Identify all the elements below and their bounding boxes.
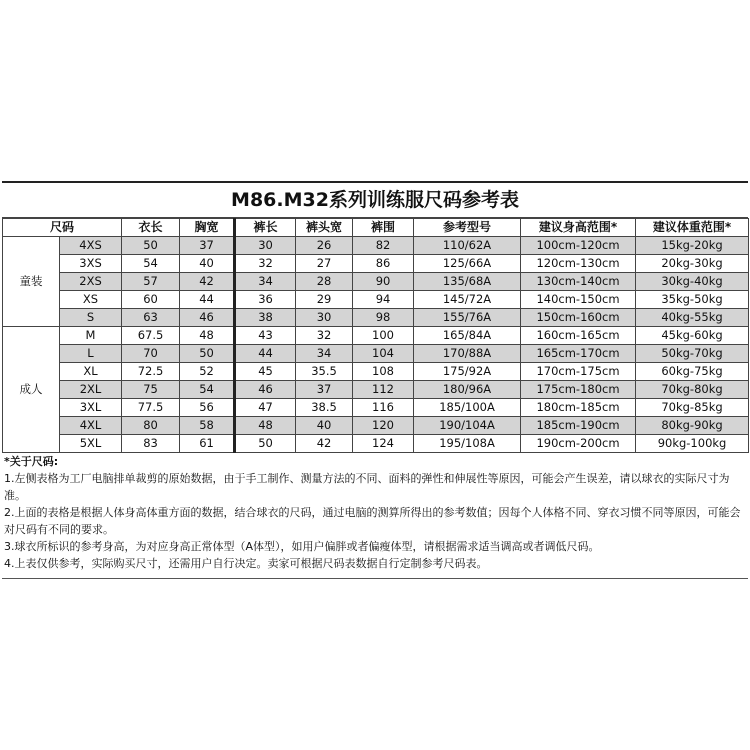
- cell-size: 2XL: [60, 381, 122, 399]
- table-row: [3, 327, 749, 345]
- cell-height: 170cm-175cm: [521, 363, 636, 381]
- cell-size: 3XL: [60, 399, 122, 417]
- cell-hip: 82: [353, 237, 414, 255]
- table-row: [3, 273, 749, 291]
- col-header: 建议身高范围*: [521, 219, 636, 237]
- cell-size: 4XL: [60, 417, 122, 435]
- cell-waist: 40: [296, 417, 353, 435]
- cell-height: 190cm-200cm: [521, 435, 636, 453]
- cell-chest: 37: [180, 237, 235, 255]
- cell-weight: 30kg-40kg: [636, 273, 749, 291]
- cell-weight: 80kg-90kg: [636, 417, 749, 435]
- table-row: [3, 381, 749, 399]
- col-header: 参考型号: [414, 219, 521, 237]
- cell-waist: 34: [296, 345, 353, 363]
- cell-hip: 108: [353, 363, 414, 381]
- cell-model: 170/88A: [414, 345, 521, 363]
- table-row: [3, 345, 749, 363]
- cell-pants-len: 32: [235, 255, 296, 273]
- cell-pants-len: 46: [235, 381, 296, 399]
- cell-height: 120cm-130cm: [521, 255, 636, 273]
- cell-size: XL: [60, 363, 122, 381]
- cell-size: 2XS: [60, 273, 122, 291]
- cell-pants-len: 45: [235, 363, 296, 381]
- cell-weight: 35kg-50kg: [636, 291, 749, 309]
- cell-chest: 48: [180, 327, 235, 345]
- cell-chest: 44: [180, 291, 235, 309]
- cell-size: M: [60, 327, 122, 345]
- table-row: [3, 399, 749, 417]
- table-row: [3, 363, 749, 381]
- cell-waist: 30: [296, 309, 353, 327]
- cell-hip: 94: [353, 291, 414, 309]
- col-header: 裤围: [353, 219, 414, 237]
- note-item: 3.球衣所标识的参考身高，为对应身高正常体型（A体型），如用户偏胖或者偏瘦体型，请根据需求适当调高或者调低尺码。: [4, 540, 600, 553]
- cell-pants-len: 43: [235, 327, 296, 345]
- cell-hip: 104: [353, 345, 414, 363]
- table-row: [3, 255, 749, 273]
- cell-size: 4XS: [60, 237, 122, 255]
- cell-hip: 90: [353, 273, 414, 291]
- table-row: [3, 291, 749, 309]
- cell-pants-len: 38: [235, 309, 296, 327]
- cell-weight: 20kg-30kg: [636, 255, 749, 273]
- cell-chest: 61: [180, 435, 235, 453]
- group-label: 童装: [3, 237, 60, 327]
- cell-pants-len: 36: [235, 291, 296, 309]
- table-row: [3, 417, 749, 435]
- cell-chest: 42: [180, 273, 235, 291]
- cell-pants-len: 44: [235, 345, 296, 363]
- cell-length: 75: [122, 381, 180, 399]
- cell-pants-len: 34: [235, 273, 296, 291]
- cell-height: 150cm-160cm: [521, 309, 636, 327]
- cell-pants-len: 48: [235, 417, 296, 435]
- cell-length: 50: [122, 237, 180, 255]
- cell-chest: 54: [180, 381, 235, 399]
- cell-waist: 28: [296, 273, 353, 291]
- size-notes: [2, 453, 748, 578]
- cell-hip: 120: [353, 417, 414, 435]
- table-header-row: [3, 219, 749, 237]
- note-item: 1.左侧表格为工厂电脑排单裁剪的原始数据，由于手工制作、测量方法的不同、面料的弹性和伸展性等原因，可能会产生误差，请以球衣的实际尺寸为准。: [4, 472, 730, 502]
- col-header: 衣长: [122, 219, 180, 237]
- cell-height: 165cm-170cm: [521, 345, 636, 363]
- cell-hip: 100: [353, 327, 414, 345]
- cell-height: 175cm-180cm: [521, 381, 636, 399]
- cell-model: 175/92A: [414, 363, 521, 381]
- cell-weight: 70kg-85kg: [636, 399, 749, 417]
- cell-length: 67.5: [122, 327, 180, 345]
- cell-size: 3XS: [60, 255, 122, 273]
- size-chart-sheet: [2, 181, 748, 579]
- note-item: 4.上表仅供参考，实际购买尺寸，还需用户自行决定。卖家可根据尺码表数据自行定制参考尺码表。: [4, 557, 488, 570]
- cell-weight: 45kg-60kg: [636, 327, 749, 345]
- cell-model: 135/68A: [414, 273, 521, 291]
- cell-height: 100cm-120cm: [521, 237, 636, 255]
- col-header: 裤长: [235, 219, 296, 237]
- cell-model: 125/66A: [414, 255, 521, 273]
- cell-weight: 50kg-70kg: [636, 345, 749, 363]
- cell-model: 155/76A: [414, 309, 521, 327]
- cell-height: 130cm-140cm: [521, 273, 636, 291]
- cell-length: 77.5: [122, 399, 180, 417]
- table-row: [3, 435, 749, 453]
- cell-model: 165/84A: [414, 327, 521, 345]
- col-header: 胸宽: [180, 219, 235, 237]
- cell-waist: 32: [296, 327, 353, 345]
- cell-pants-len: 30: [235, 237, 296, 255]
- table-row: [3, 237, 749, 255]
- notes-heading: *关于尺码:: [4, 455, 59, 468]
- col-header: 建议体重范围*: [636, 219, 749, 237]
- cell-pants-len: 50: [235, 435, 296, 453]
- cell-hip: 116: [353, 399, 414, 417]
- cell-chest: 40: [180, 255, 235, 273]
- cell-model: 190/104A: [414, 417, 521, 435]
- cell-waist: 29: [296, 291, 353, 309]
- cell-size: L: [60, 345, 122, 363]
- group-label: 成人: [3, 327, 60, 453]
- chart-title: M86.M32系列训练服尺码参考表: [2, 183, 748, 218]
- cell-length: 63: [122, 309, 180, 327]
- cell-hip: 112: [353, 381, 414, 399]
- cell-length: 80: [122, 417, 180, 435]
- cell-model: 110/62A: [414, 237, 521, 255]
- cell-chest: 46: [180, 309, 235, 327]
- cell-chest: 52: [180, 363, 235, 381]
- cell-waist: 42: [296, 435, 353, 453]
- cell-height: 140cm-150cm: [521, 291, 636, 309]
- cell-model: 180/96A: [414, 381, 521, 399]
- cell-chest: 50: [180, 345, 235, 363]
- cell-waist: 38.5: [296, 399, 353, 417]
- cell-height: 180cm-185cm: [521, 399, 636, 417]
- cell-waist: 35.5: [296, 363, 353, 381]
- cell-chest: 58: [180, 417, 235, 435]
- cell-size: 5XL: [60, 435, 122, 453]
- size-table: [2, 218, 749, 453]
- cell-waist: 26: [296, 237, 353, 255]
- cell-pants-len: 47: [235, 399, 296, 417]
- cell-length: 60: [122, 291, 180, 309]
- cell-size: XS: [60, 291, 122, 309]
- cell-waist: 27: [296, 255, 353, 273]
- cell-hip: 124: [353, 435, 414, 453]
- col-header: 尺码: [3, 219, 122, 237]
- cell-height: 185cm-190cm: [521, 417, 636, 435]
- table-row: [3, 309, 749, 327]
- cell-model: 145/72A: [414, 291, 521, 309]
- cell-weight: 15kg-20kg: [636, 237, 749, 255]
- cell-height: 160cm-165cm: [521, 327, 636, 345]
- cell-hip: 86: [353, 255, 414, 273]
- col-header: 裤头宽: [296, 219, 353, 237]
- note-item: 2.上面的表格是根据人体身高体重方面的数据，结合球衣的尺码，通过电脑的测算所得出的参考数值；因每个人体格不同、穿衣习惯不同等原因，可能会对尺码有不同的要求。: [4, 506, 741, 536]
- table-body: [3, 237, 749, 453]
- cell-length: 57: [122, 273, 180, 291]
- cell-weight: 90kg-100kg: [636, 435, 749, 453]
- cell-size: S: [60, 309, 122, 327]
- cell-waist: 37: [296, 381, 353, 399]
- cell-hip: 98: [353, 309, 414, 327]
- cell-length: 72.5: [122, 363, 180, 381]
- cell-length: 70: [122, 345, 180, 363]
- cell-weight: 60kg-75kg: [636, 363, 749, 381]
- cell-chest: 56: [180, 399, 235, 417]
- cell-length: 83: [122, 435, 180, 453]
- cell-model: 185/100A: [414, 399, 521, 417]
- cell-model: 195/108A: [414, 435, 521, 453]
- cell-weight: 40kg-55kg: [636, 309, 749, 327]
- cell-weight: 70kg-80kg: [636, 381, 749, 399]
- cell-length: 54: [122, 255, 180, 273]
